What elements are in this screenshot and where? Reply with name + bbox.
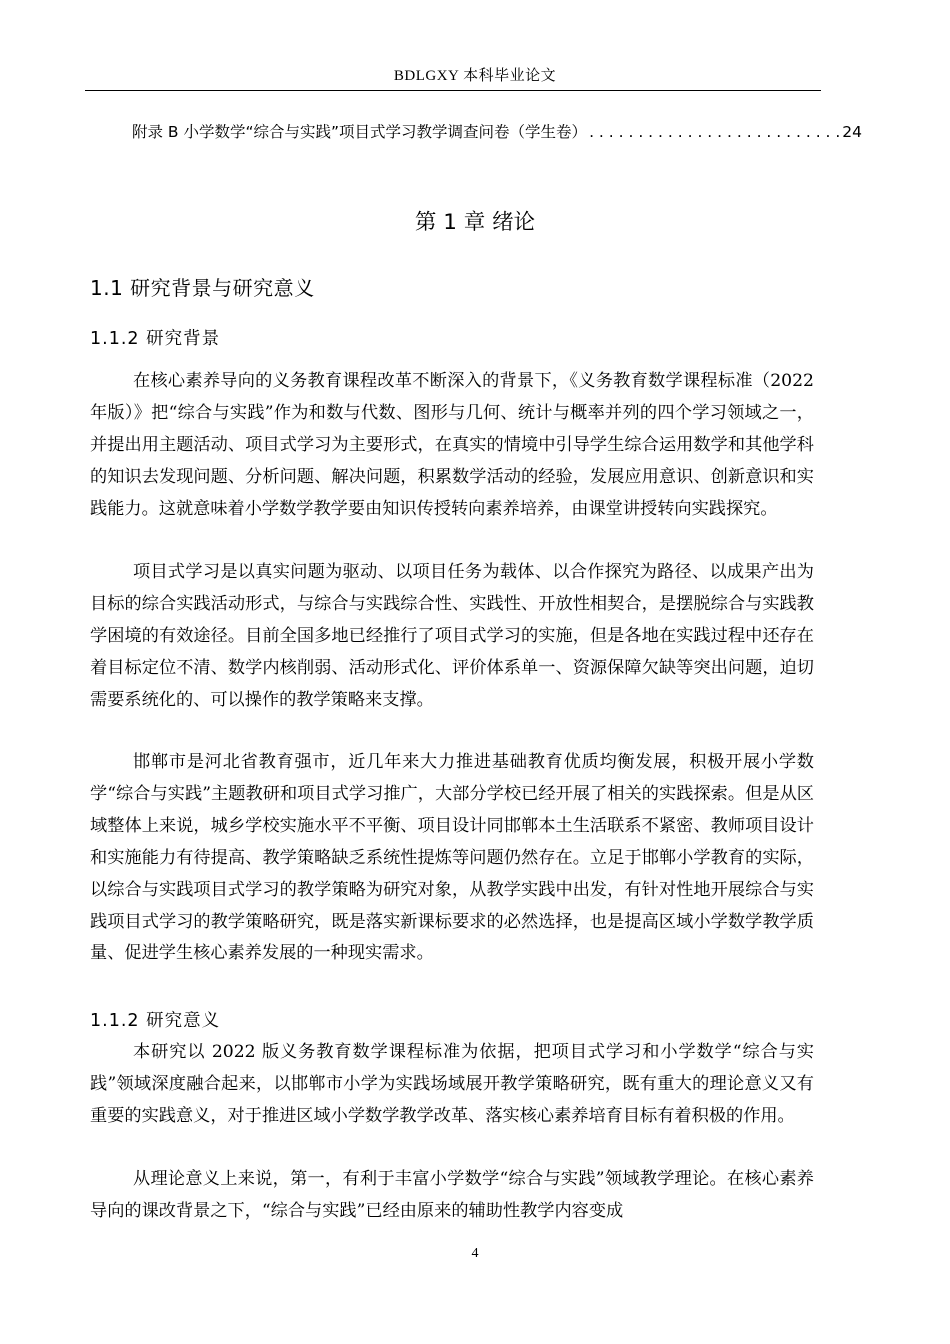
- paragraph-significance-2: 从理论意义上来说，第一，有利于丰富小学数学“综合与实践”领域教学理论。在核心素养导向的课改背景之下，“综合与实践”已经由原来的辅助性教学内容变成: [90, 1169, 814, 1221]
- paragraph-background-1: 在核心素养导向的义务教育课程改革不断深入的背景下，《义务教育数学课程标准（2022 年版）》把“综合与实践”作为和数与代数、图形与几何、统计与概率并列的四个学习领域之一，并提出用主题活动、项目式学习为主要形式，在真实的情境中引导学生综合运用数学和其他学科的知识去发现问题、分析问题、解决问题，积累数学活动的经验，发展应用意识、创新意识和实践能力。这就意味着小学数学教学要由知识传授转向素养培养，由课堂讲授转向实践探究。: [90, 371, 814, 519]
- section-heading: 1.1 研究背景与研究意义: [90, 276, 315, 300]
- header-rule: [85, 90, 821, 91]
- chapter-title: 第 1 章 绪论: [414, 210, 536, 235]
- subsection-heading-background: 1.1.2 研究背景: [90, 329, 221, 349]
- paragraph-significance-1: 本研究以 2022 版义务教育数学课程标准为依据，把项目式学习和小学数学“综合与实践”领域深度融合起来，以邯郸市小学为实践场域展开教学策略研究，既有重大的理论意义又有重要的实践意义，对于推进区域小学数学教学改革、落实核心素养培育目标有着积极的作用。: [90, 1042, 814, 1126]
- toc-dot-leader: [587, 120, 842, 144]
- toc-entry-label: 附录 B 小学数学“综合与实践”项目式学习教学调查问卷（学生卷）: [132, 123, 588, 141]
- page-number: 4: [471, 1246, 479, 1261]
- toc-entry[interactable]: [132, 120, 862, 144]
- subsection-heading-significance: 1.1.2 研究意义: [90, 1011, 221, 1031]
- paragraph-background-2: 项目式学习是以真实问题为驱动、以项目任务为载体、以合作探究为路径、以成果产出为目标的综合实践活动形式，与综合与实践综合性、实践性、开放性相契合，是摆脱综合与实践教学困境的有效途径。目前全国多地已经推行了项目式学习的实施，但是各地在实践过程中还存在着目标定位不清、数学内核削弱、活动形式化、评价体系单一、资源保障欠缺等突出问题，迫切需要系统化的、可以操作的教学策略来支撑。: [90, 562, 814, 710]
- paragraph-background-3: 邯郸市是河北省教育强市，近几年来大力推进基础教育优质均衡发展，积极开展小学数学“综合与实践”主题教研和项目式学习推广，大部分学校已经开展了相关的实践探索。但是从区域整体上来说，城乡学校实施水平不平衡、项目设计同邯郸本土生活联系不紧密、教师项目设计和实施能力有待提高、教学策略缺乏系统性提炼等问题仍然存在。立足于邯郸小学教育的实际，以综合与实践项目式学习的教学策略为研究对象，从教学实践中出发，有针对性地开展综合与实践项目式学习的教学策略研究，既是落实新课标要求的必然选择，也是提高区域小学数学教学质量、促进学生核心素养发展的一种现实需求。: [90, 752, 814, 964]
- toc-entry-page: 24: [842, 123, 862, 141]
- running-header: BDLGXY 本科毕业论文: [393, 68, 557, 84]
